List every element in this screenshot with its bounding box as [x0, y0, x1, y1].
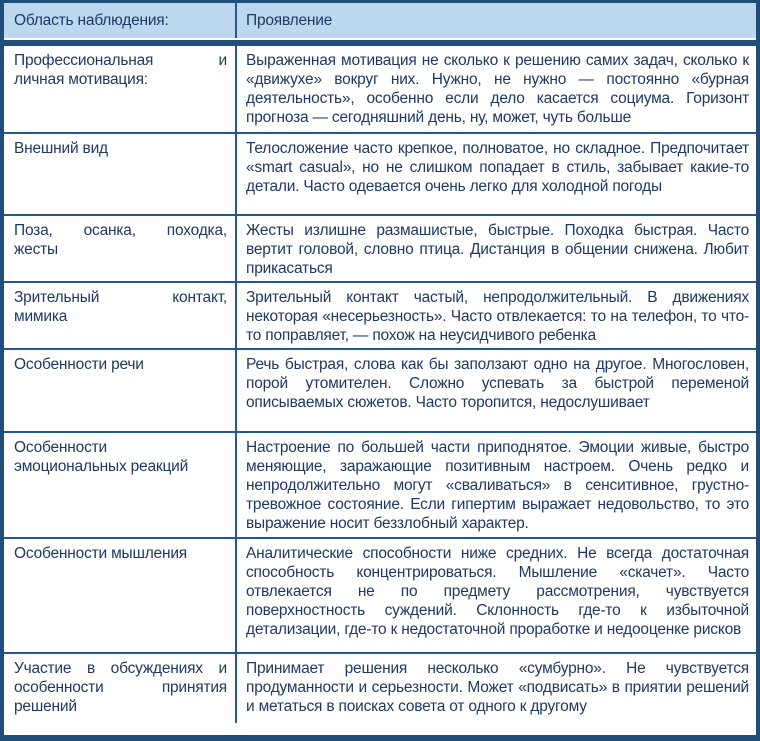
observation-area-line: мимика: [14, 308, 68, 325]
header-cell-observation-area: Область наблюдения:: [4, 3, 237, 38]
observation-area-cell: [4, 350, 237, 431]
observation-area-line: особенности принятия: [14, 679, 227, 696]
manifestation-cell: Выраженная мотивация не сколько к решению самих задач, сколько к «движухе» вокруг них. Нужно, не нужно — постоянно «бурная деятельность», особенно если дело касается социума. Горизонт прогноза — сегодняшний день, ну, может, чуть больше: [246, 52, 749, 126]
table-row: [4, 348, 756, 431]
observation-area-line: Особенности речи: [14, 356, 144, 373]
table-row: [4, 214, 756, 281]
observation-area-line: личная мотивация:: [14, 71, 148, 88]
observation-area-line: Участие в обсуждениях и: [14, 660, 227, 677]
manifestation-cell: Принимает решения несколько «сумбурно». Не чувствуется продуманности и серьезности. Может «подвисать» в приятии решений и метаться в поисках совета от одного к другому: [246, 660, 749, 715]
manifestation-cell: Речь быстрая, слова как бы заползают одно на другое. Многословен, порой утомителен. Сложно успевать за быстрой переменой описываемых сюжетов. Часто торопится, недослушивает: [246, 356, 749, 411]
manifestation-cell: Аналитические способности ниже средних. Не всегда достаточная способность концентрироваться. Мышление «скачет». Часто отвлекается не по предмету рассмотрения, чувствуется поверхностность суждений. Склонность где-то к избыточной детализации, где-то к недостаточной проработке и недооценке рисков: [246, 545, 749, 638]
observation-area-cell: [4, 283, 237, 348]
table-row: [4, 431, 756, 537]
observation-area-cell: [4, 134, 237, 214]
manifestation-cell: Настроение по большей части приподнятое. Эмоции живые, быстро меняющие, заражающие позитивным настроем. Очень редко и непродолжительно могут «сваливаться» в сенситивное, грустно-тревожное состояние. Если гипертим выражает недовольство, то это выражение носит беззлобный характер.: [246, 439, 749, 532]
table-row: [4, 652, 756, 723]
observation-area-cell: [4, 654, 237, 723]
observation-area-line: эмоциональных реакций: [14, 458, 189, 475]
observation-area-cell: [4, 433, 237, 537]
observation-area-line: жесты: [14, 241, 58, 258]
observation-area-line: решений: [14, 698, 77, 715]
observation-area-line: Профессиональная и: [14, 52, 227, 69]
table-row: [4, 281, 756, 348]
manifestation-cell: Телосложение часто крепкое, полноватое, но складное. Предпочитает «smart casual», но не слишком попадает в стиль, забывает какие-то детали. Часто одевается очень легко для холодной погоды: [246, 140, 749, 195]
table-row: [4, 132, 756, 214]
observation-area-line: Зрительный контакт,: [14, 289, 227, 306]
manifestation-cell: Жесты излишне размашистые, быстрые. Походка быстрая. Часто вертит головой, словно птица. Дистанция в общении снижена. Любит прикасаться: [246, 222, 749, 277]
observation-area-cell: [4, 539, 237, 652]
manifestation-cell: Зрительный контакт частый, непродолжительный. В движениях некоторая «несерьезность». Часто отвлекается: то на телефон, то что-то поправляет, — похож на неусидчивого ребенка: [246, 289, 749, 344]
observation-area-cell: [4, 46, 237, 132]
table-row: [4, 46, 756, 132]
table-row: [4, 537, 756, 652]
table-header-row: [4, 3, 756, 38]
observation-area-line: Особенности: [14, 439, 107, 456]
observation-area-line: Особенности мышления: [14, 545, 187, 562]
observation-area-cell: [4, 216, 237, 281]
table-body: [4, 46, 756, 723]
observation-area-line: Поза, осанка, походка,: [14, 222, 227, 239]
observation-area-line: Внешний вид: [14, 140, 108, 157]
header-cell-manifestation: Проявление: [246, 12, 333, 29]
